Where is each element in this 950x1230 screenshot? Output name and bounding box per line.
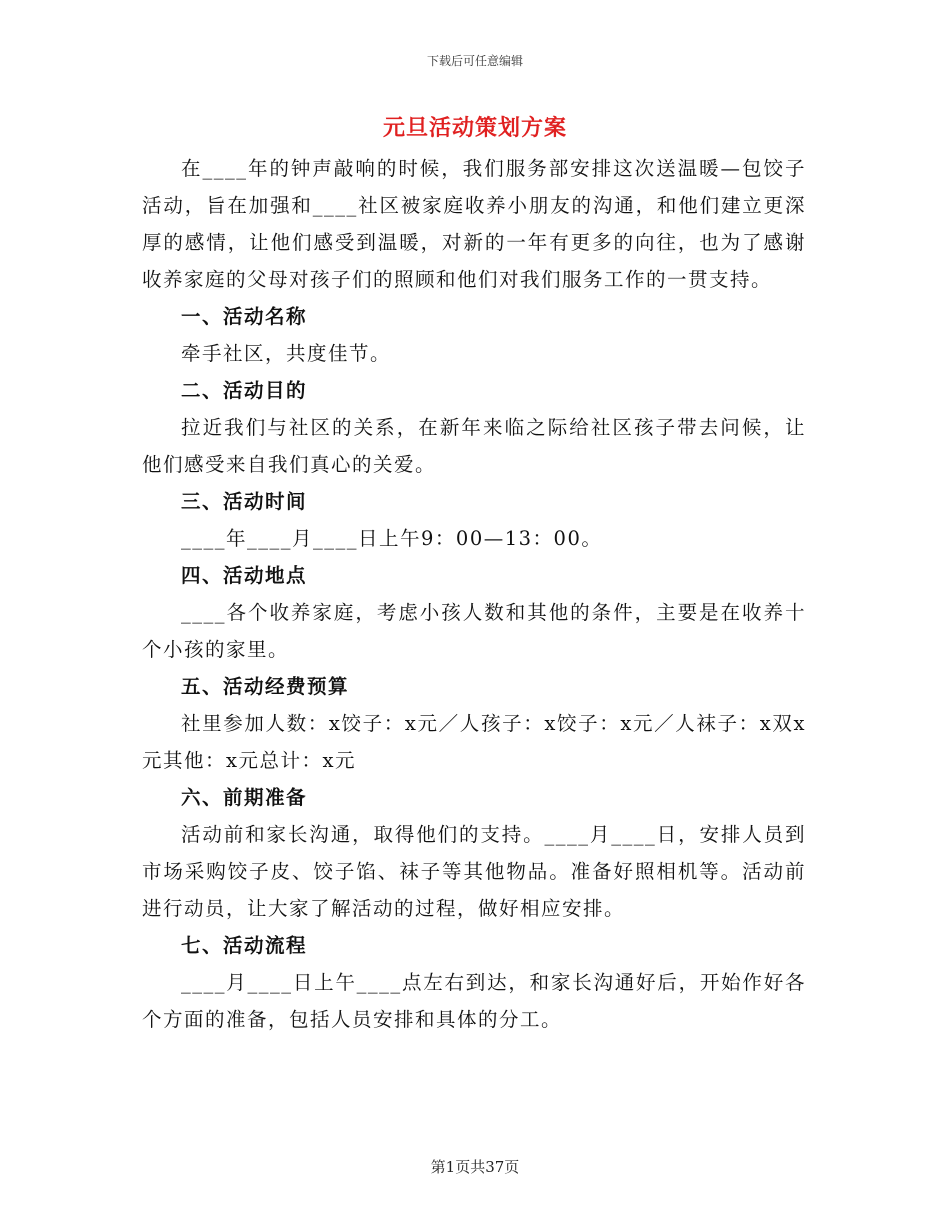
document-title: 元旦活动策划方案 <box>382 115 567 141</box>
document-body <box>142 150 806 1038</box>
section-body-location: ____各个收养家庭，考虑小孩人数和其他的条件，主要是在收养十个小孩的家里。 <box>142 601 806 661</box>
intro-paragraph: 在____年的钟声敲响的时候，我们服务部安排这次送温暖—包饺子活动，旨在加强和____社区被家庭收养小朋友的沟通，和他们建立更深厚的感情，让他们感受到温暖，对新的一年有更多的向往，也为了感谢收养家庭的父母对孩子们的照顾和他们对我们服务工作的一贯支持。 <box>142 157 806 291</box>
page-header: 下载后可任意编辑 <box>426 54 523 68</box>
section-body-budget: 社里参加人数：x饺子：x元／人孩子：x饺子：x元／人袜子：x双x元其他：x元总计：x元 <box>142 712 806 772</box>
section-body-name: 牵手社区，共度佳节。 <box>181 342 392 365</box>
section-heading-process: 七、活动流程 <box>181 934 308 957</box>
section-heading-budget: 五、活动经费预算 <box>181 675 350 698</box>
section-body-time: ____年____月____日上午9：00—13：00。 <box>181 527 603 550</box>
section-heading-time: 三、活动时间 <box>181 490 308 513</box>
section-heading-preparation: 六、前期准备 <box>181 786 308 809</box>
section-heading-purpose: 二、活动目的 <box>181 379 308 402</box>
section-body-purpose: 拉近我们与社区的关系，在新年来临之际给社区孩子带去问候，让他们感受来自我们真心的关爱。 <box>142 416 806 476</box>
page-footer: 第1页共37页 <box>430 1158 520 1176</box>
section-body-process: ____月____日上午____点左右到达，和家长沟通好后，开始作好各个方面的准备，包括人员安排和具体的分工。 <box>142 971 806 1031</box>
section-heading-location: 四、活动地点 <box>181 564 308 587</box>
section-heading-name: 一、活动名称 <box>181 305 308 328</box>
section-body-preparation: 活动前和家长沟通，取得他们的支持。____月____日，安排人员到市场采购饺子皮、饺子馅、袜子等其他物品。准备好照相机等。活动前进行动员，让大家了解活动的过程，做好相应安排。 <box>142 823 806 920</box>
